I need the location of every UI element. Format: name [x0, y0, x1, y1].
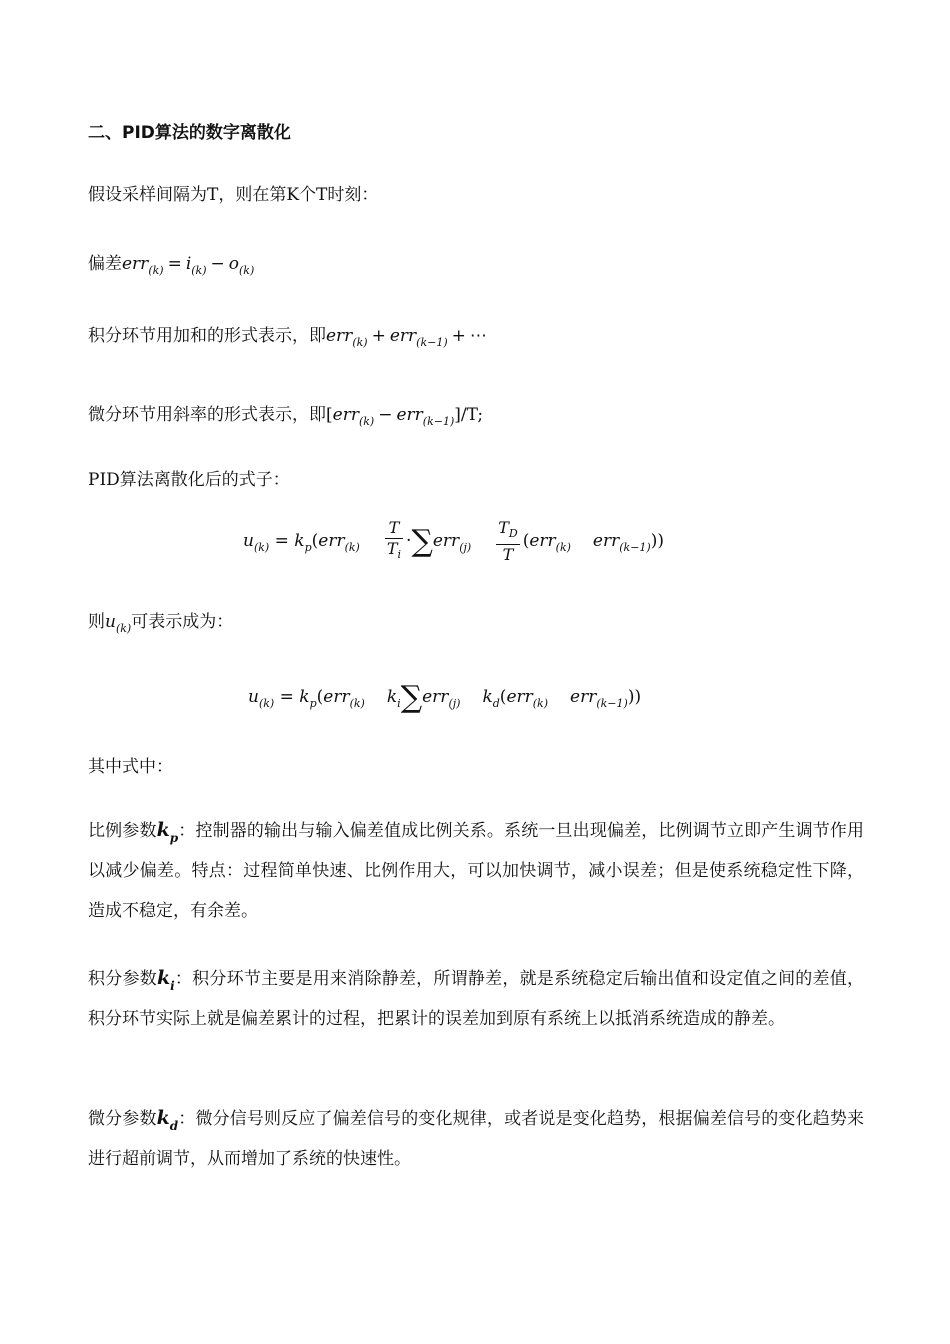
- ki-symbol: $k_i$: [156, 967, 175, 993]
- kp-symbol: $k_p$: [156, 819, 179, 845]
- kp-text: ：控制器的输出与输入偏差值成比例关系。系统一旦出现偏差，比例调节立即产生调节作用以减少偏差。特点：过程简单快速、比例作用大，可以加快调节，减小误差；但是使系统稳定性下降，造成不稳定，有余差。: [88, 821, 865, 921]
- derivative-suffix: /T;: [460, 405, 484, 425]
- pid-gain-equation: $u_{(k)} = k_p(err_{(k)}$ $k_i\sum err_{(j)}$ $k_d(err_{(k)}$ err$_{(k-1)}$)): [248, 680, 642, 715]
- ki-text: ：积分环节主要是用来消除静差，所谓静差，就是系统稳定后输出值和设定值之间的差值，积分环节实际上就是偏差累计的过程，把累计的误差加到原有系统上以抵消系统造成的静差。: [88, 969, 865, 1029]
- sampling-line: 假设采样间隔为T，则在第K个T时刻：: [88, 185, 379, 205]
- u-line: [88, 611, 233, 633]
- error-formula: $err_{(k)} = i_{(k)} - o_{(k)}$: [122, 254, 255, 277]
- derivative-formula: [err$_{(k)}$ − err$_{(k-1)}$]: [326, 405, 461, 428]
- kd-symbol: $k_d$: [156, 1107, 179, 1133]
- paragraph-kp: [88, 810, 864, 931]
- integral-line: [88, 325, 487, 347]
- error-prefix: 偏差: [88, 254, 122, 274]
- derivative-prefix: 微分环节用斜率的形式表示，即: [88, 405, 326, 425]
- pid-discrete-equation: $u_{(k)} = k_p(err_{(k)}$ $\frac{T}{T_i}$ ·∑err$_{(j)}$ $\frac{T_D}{T}$ (err$_{(k)}$ err$_{(k-1)}$)): [243, 518, 664, 565]
- kp-label: 比例参数: [88, 821, 157, 841]
- derivative-line: [88, 404, 483, 426]
- integral-prefix: 积分环节用加和的形式表示，即: [88, 326, 326, 346]
- paragraph-ki: [88, 958, 864, 1039]
- where-line: 其中式中：: [88, 757, 173, 777]
- u-symbol: $u_{(k)}$: [105, 612, 132, 635]
- discrete-line: PID算法离散化后的式子：: [88, 470, 290, 490]
- section-heading: 二、PID算法的数字离散化: [88, 123, 291, 143]
- u-suffix: 可表示成为：: [131, 612, 234, 632]
- kd-text: ：微分信号则反应了偏差信号的变化规律，或者说是变化趋势，根据偏差信号的变化趋势来进行超前调节，从而增加了系统的快速性。: [88, 1109, 865, 1169]
- ki-label: 积分参数: [88, 969, 157, 989]
- integral-formula: err$_{(k)}$ + err$_{(k-1)}$ + ⋯: [326, 326, 487, 349]
- error-definition-line: [88, 253, 254, 275]
- u-prefix: 则: [88, 612, 105, 632]
- paragraph-kd: [88, 1098, 864, 1179]
- kd-label: 微分参数: [88, 1109, 157, 1129]
